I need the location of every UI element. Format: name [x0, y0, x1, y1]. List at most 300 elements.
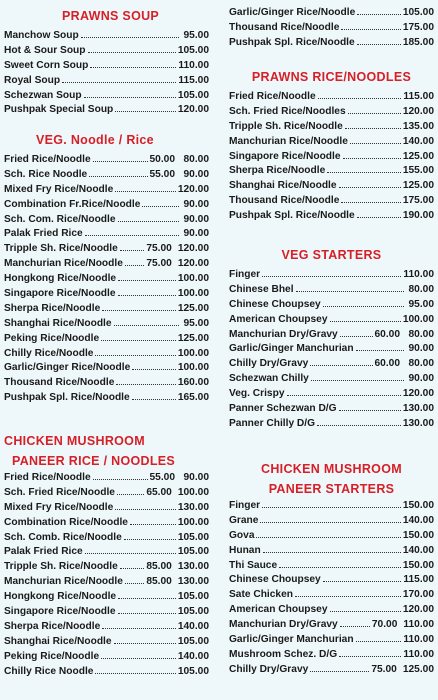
menu-item-name: Tripple Sh. Rice/Noodle: [229, 120, 343, 132]
menu-item-half-price: 60.00: [374, 328, 400, 340]
menu-item-price: 125.00: [402, 663, 434, 675]
menu-section-prawns-soup: [4, 6, 209, 118]
menu-item: [229, 313, 434, 328]
menu-item-price: 110.00: [403, 619, 434, 631]
menu-item: [4, 183, 209, 198]
menu-item-price: 130.00: [402, 403, 434, 415]
dot-leader: [348, 113, 401, 114]
dot-leader: [339, 410, 401, 411]
menu-item: [4, 486, 209, 501]
dot-leader: [118, 280, 176, 281]
menu-item-half-price: 60.00: [374, 358, 400, 370]
menu-item-price: 120.00: [402, 105, 434, 117]
menu-item: [4, 242, 209, 257]
menu-item: [229, 387, 434, 402]
menu-section-continued: [229, 6, 434, 51]
menu-item-name: Manchurian Rice/Noodle: [4, 576, 123, 588]
dot-leader: [118, 295, 176, 296]
dot-leader: [262, 276, 401, 277]
menu-item-price: 115.00: [403, 574, 434, 586]
menu-item-price: 120.00: [177, 258, 209, 270]
menu-item-name: Singapore Rice/Noodle: [229, 150, 341, 162]
menu-item: [229, 417, 434, 432]
dot-leader: [115, 509, 176, 510]
menu-item-price: 130.00: [177, 561, 209, 573]
menu-item: [4, 560, 209, 575]
menu-item: [229, 559, 434, 574]
menu-item-price: 100.00: [177, 273, 209, 285]
menu-item-list: [4, 153, 209, 406]
menu-item-price: 120.00: [402, 388, 434, 400]
menu-item-name: Schezwan Chilly: [229, 373, 309, 385]
menu-item-price: 120.00: [177, 104, 209, 116]
dot-leader: [341, 202, 400, 203]
dot-leader: [115, 191, 176, 192]
menu-item-name: Mushroom Schez. D/G: [229, 648, 338, 660]
menu-item-price: 190.00: [402, 210, 434, 222]
menu-item-name: Garlic/Ginger Manchurian: [229, 634, 354, 646]
menu-item: [229, 135, 434, 150]
menu-item-name: Panner Schezwan D/G: [229, 403, 337, 415]
dot-leader: [339, 656, 401, 657]
menu-item-price: 90.00: [183, 213, 209, 225]
menu-section-veg-noodle-rice: [4, 130, 209, 406]
menu-item-price: 125.00: [402, 150, 434, 162]
section-subheading: PANEER RICE / NOODLES: [12, 454, 176, 468]
menu-item-half-price: 70.00: [371, 619, 398, 631]
menu-item: [229, 90, 434, 105]
menu-item-price: 160.00: [177, 377, 209, 389]
dot-leader: [101, 340, 176, 341]
menu-item-name: Manchurian Dry/Gravy: [229, 328, 338, 340]
menu-item: [4, 391, 209, 406]
menu-item-price: 120.00: [177, 243, 209, 255]
menu-item-price: 105.00: [177, 635, 209, 647]
menu-item-price: 90.00: [183, 228, 209, 240]
menu-item: [229, 529, 434, 544]
menu-item-name: Royal Soup: [4, 74, 61, 86]
menu-item-price: 120.00: [177, 183, 209, 195]
menu-item-name: Fried Rice/Noodle: [229, 91, 316, 102]
menu-item-name: Sherpa Rice/Noodle: [4, 302, 101, 314]
menu-item-name: Chinese Bhel: [229, 283, 294, 295]
menu-item-price: 140.00: [177, 620, 209, 632]
menu-item: [4, 376, 209, 391]
menu-item: [4, 665, 209, 680]
menu-item-name: Peking Rice/Noodle: [4, 332, 100, 344]
menu-item-name: Sherpa Rice/Noodle: [229, 165, 326, 177]
dot-leader: [120, 250, 145, 251]
menu-item-price: 105.00: [402, 7, 434, 18]
dot-leader: [317, 425, 401, 426]
menu-item-price: 95.00: [408, 298, 434, 310]
dot-leader: [295, 596, 401, 597]
menu-item-name: Grane: [229, 514, 259, 526]
menu-item-price: 100.00: [177, 288, 209, 300]
menu-item-price: 165.00: [177, 392, 209, 404]
dot-leader: [350, 143, 401, 144]
dot-leader: [124, 539, 176, 540]
menu-item: [4, 575, 209, 590]
menu-item: [4, 227, 209, 242]
menu-item: [229, 105, 434, 120]
menu-item-name: Chilly Dry/Gravy: [229, 663, 309, 675]
menu-item: [229, 36, 434, 51]
dot-leader: [114, 325, 179, 326]
menu-item-price: 90.00: [408, 373, 434, 385]
dot-leader: [142, 206, 179, 207]
menu-item-price: 125.00: [402, 180, 434, 192]
menu-item-price: 80.00: [408, 358, 434, 370]
menu-item-name: Fried Rice/Noodle: [4, 472, 91, 483]
menu-item-price: 175.00: [402, 21, 434, 33]
menu-item: [229, 21, 434, 36]
menu-item: [229, 209, 434, 224]
menu-item: [229, 544, 434, 559]
dot-leader: [262, 507, 401, 508]
dot-leader: [115, 111, 176, 112]
dot-leader: [117, 494, 144, 495]
menu-item-name: Garlic/Ginger Manchurian: [229, 343, 354, 355]
dot-leader: [310, 365, 372, 366]
menu-item-half-price: 55.00: [149, 472, 175, 483]
dot-leader: [311, 380, 404, 381]
menu-item-price: 150.00: [402, 500, 434, 511]
menu-item: [4, 29, 209, 44]
menu-item-price: 100.00: [177, 516, 209, 528]
menu-item: [229, 648, 434, 663]
menu-item-price: 100.00: [177, 486, 209, 498]
menu-item-name: Pushpak Spl. Rice/Noodle: [229, 36, 355, 48]
menu-item: [4, 44, 209, 59]
dot-leader: [85, 235, 179, 236]
menu-item-name: Tripple Sh. Rice/Noodle: [4, 561, 118, 573]
menu-item-price: 125.00: [177, 302, 209, 314]
menu-item: [229, 283, 434, 298]
menu-item-name: Palak Fried Rice: [4, 546, 83, 558]
menu-item: [4, 74, 209, 89]
menu-item-price: 185.00: [402, 36, 434, 48]
menu-item-half-price: 55.00: [149, 168, 175, 180]
menu-item-price: 105.00: [177, 89, 209, 101]
menu-item: [229, 120, 434, 135]
dot-leader: [81, 37, 179, 38]
menu-item: [4, 272, 209, 287]
dot-leader: [88, 52, 176, 53]
menu-item-name: Hongkong Rice/Noodle: [4, 273, 117, 285]
dot-leader: [130, 524, 176, 525]
menu-item-half-price: 85.00: [146, 561, 172, 573]
menu-item-name: Sch. Comb. Rice/Noodle: [4, 531, 122, 543]
menu-item: [4, 650, 209, 665]
menu-item: [4, 257, 209, 272]
menu-item-name: Singapore Rice/Noodle: [4, 606, 116, 618]
menu-item-price: 80.00: [408, 283, 434, 295]
menu-item: [229, 588, 434, 603]
menu-section-prawns-rice-noodles: [229, 67, 434, 224]
menu-item: [229, 298, 434, 313]
dot-leader: [132, 369, 176, 370]
menu-item-name: Thousand Rice/Noodle: [229, 21, 340, 33]
menu-item: [4, 531, 209, 546]
menu-item-name: Pushpak Spl. Rice/Noodle: [229, 210, 355, 222]
dot-leader: [339, 187, 401, 188]
section-heading: CHICKEN MUSHROOM: [4, 434, 145, 448]
menu-item-name: American Choupsey: [229, 604, 328, 616]
menu-item: [4, 347, 209, 362]
menu-item-price: 150.00: [402, 529, 434, 541]
menu-item-list: [229, 268, 434, 432]
menu-section-chicken-mushroom: [229, 459, 434, 678]
dot-leader: [101, 658, 176, 659]
menu-item-name: Manchurian Rice/Noodle: [4, 258, 123, 270]
menu-item-price: 125.00: [177, 332, 209, 344]
dot-leader: [120, 568, 145, 569]
menu-item-name: Gova: [229, 529, 255, 541]
dot-leader: [102, 310, 176, 311]
dot-leader: [93, 479, 148, 480]
section-heading: CHICKEN MUSHROOM: [261, 462, 402, 476]
dot-leader: [95, 355, 175, 356]
menu-item-name: Chinese Choupsey: [229, 574, 321, 586]
dot-leader: [327, 172, 401, 173]
menu-item: [4, 302, 209, 317]
menu-item-name: Thi Sauce: [229, 559, 278, 571]
dot-leader: [118, 598, 176, 599]
dot-leader: [260, 522, 400, 523]
menu-item-name: Tripple Sh. Rice/Noodle: [4, 243, 118, 255]
menu-item-name: Manchurian Rice/Noodle: [229, 135, 348, 147]
menu-item: [229, 357, 434, 372]
menu-item-name: Manchurian Dry/Gravy: [229, 619, 338, 631]
menu-item: [229, 618, 434, 633]
menu-item-price: 100.00: [402, 313, 434, 325]
menu-item: [4, 153, 209, 168]
dot-leader: [132, 399, 176, 400]
menu-item-half-price: 85.00: [146, 576, 172, 588]
dot-leader: [310, 671, 369, 672]
menu-item: [4, 287, 209, 302]
menu-item-price: 80.00: [183, 154, 209, 165]
menu-item-price: 105.00: [177, 546, 209, 558]
menu-item-price: 95.00: [183, 317, 209, 329]
section-heading: PRAWNS RICE/NOODLES: [251, 70, 412, 84]
dot-leader: [287, 395, 401, 396]
menu-item-name: Pushpak Spl. Rice/Noodle: [4, 392, 130, 404]
dot-leader: [318, 98, 402, 99]
menu-item-price: 115.00: [403, 91, 434, 102]
section-heading: PRAWNS SOUP: [62, 9, 160, 23]
menu-item-name: Sate Chicken: [229, 589, 293, 601]
menu-item-price: 130.00: [402, 417, 434, 429]
menu-item-name: Schezwan Soup: [4, 89, 82, 101]
menu-item-price: 100.00: [177, 347, 209, 359]
menu-item-half-price: 75.00: [146, 258, 172, 270]
menu-item-name: Combination Fr.Rice/Noodle: [4, 198, 141, 210]
menu-item-name: Combination Rice/Noodle: [4, 516, 128, 528]
dot-leader: [356, 641, 402, 642]
dot-leader: [263, 552, 401, 553]
menu-item-price: 130.00: [177, 501, 209, 513]
dot-leader: [340, 626, 370, 627]
menu-item-price: 90.00: [183, 168, 209, 180]
menu-item-name: Manchow Soup: [4, 30, 79, 41]
menu-item-name: Peking Rice/Noodle: [4, 650, 100, 662]
menu-item: [4, 168, 209, 183]
menu-item-name: Panner Chilly D/G: [229, 417, 316, 429]
menu-item: [4, 59, 209, 74]
menu-item-price: 80.00: [408, 328, 434, 340]
menu-item-name: Sch. Com. Rice/Noodle: [4, 213, 116, 225]
menu-item-name: Sch. Rice Noodle: [4, 168, 88, 180]
menu-item: [229, 6, 434, 21]
dot-leader: [93, 161, 148, 162]
menu-item: [4, 103, 209, 118]
dot-leader: [114, 643, 176, 644]
menu-item-price: 140.00: [177, 650, 209, 662]
menu-item: [229, 402, 434, 417]
menu-item: [229, 268, 434, 283]
menu-item-name: Sch. Fried Rice/Noodle: [4, 486, 115, 498]
menu-item-price: 150.00: [402, 559, 434, 571]
menu-item-list: [229, 6, 434, 51]
menu-item-name: American Choupsey: [229, 313, 328, 325]
dot-leader: [340, 336, 373, 337]
menu-item-half-price: 65.00: [146, 486, 172, 498]
menu-item: [4, 501, 209, 516]
menu-item-half-price: 75.00: [146, 243, 172, 255]
dot-leader: [330, 611, 401, 612]
menu-item: [4, 198, 209, 213]
dot-leader: [323, 581, 402, 582]
section-subheading: PANEER STARTERS: [268, 482, 395, 496]
dot-leader: [256, 537, 400, 538]
dot-leader: [357, 217, 401, 218]
menu-item: [229, 342, 434, 357]
menu-item: [229, 514, 434, 529]
menu-item-price: 110.00: [403, 269, 434, 280]
menu-item-price: 110.00: [403, 648, 434, 660]
menu-item: [229, 573, 434, 588]
dot-leader: [102, 628, 176, 629]
dot-leader: [125, 265, 144, 266]
menu-item-price: 170.00: [402, 589, 434, 601]
menu-item-name: Sherpa Rice/Noodle: [4, 620, 101, 632]
menu-item: [229, 603, 434, 618]
menu-item-name: Sch. Fried Rice/Noodles: [229, 105, 346, 117]
menu-item: [4, 213, 209, 228]
dot-leader: [62, 82, 176, 83]
menu-item-price: 105.00: [177, 531, 209, 543]
dot-leader: [296, 291, 404, 292]
menu-item-name: Veg. Crispy: [229, 388, 285, 400]
menu-item-half-price: 75.00: [371, 663, 397, 675]
dot-leader: [345, 128, 401, 129]
dot-leader: [356, 350, 404, 351]
menu-item-price: 120.00: [402, 604, 434, 616]
menu-item-name: Hongkong Rice/Noodle: [4, 591, 117, 603]
menu-item: [4, 635, 209, 650]
menu-item-name: Thousand Rice/Noodle: [229, 195, 340, 207]
menu-item-list: [229, 499, 434, 678]
menu-item-name: Pushpak Special Soup: [4, 104, 114, 116]
menu-item-name: Garlic/Ginger Rice/Noodle: [4, 362, 131, 374]
menu-item: [4, 361, 209, 376]
menu-item-name: Shanghai Rice/Noodle: [4, 317, 112, 329]
menu-item-price: 100.00: [177, 362, 209, 374]
dot-leader: [85, 553, 176, 554]
menu-item: [229, 499, 434, 514]
section-heading: VEG. Noodle / Rice: [36, 133, 154, 147]
menu-item: [4, 605, 209, 620]
menu-item: [4, 317, 209, 332]
menu-item-name: Finger: [229, 269, 261, 280]
menu-item: [229, 150, 434, 165]
menu-section-veg-starters: [229, 245, 434, 432]
menu-item-name: Chilly Dry/Gravy: [229, 358, 309, 370]
menu-item: [229, 179, 434, 194]
menu-item-half-price: 50.00: [149, 154, 175, 165]
dot-leader: [341, 29, 400, 30]
menu-item-name: Fried Rice/Noodle: [4, 154, 91, 165]
section-heading: VEG STARTERS: [281, 248, 382, 262]
menu-item-name: Chilly Rice Noodle: [4, 665, 94, 677]
menu-item-list: [229, 90, 434, 224]
menu-item: [229, 328, 434, 343]
menu-item: [229, 194, 434, 209]
menu-item: [229, 372, 434, 387]
menu-item-price: 105.00: [177, 591, 209, 603]
dot-leader: [279, 567, 401, 568]
menu-item-price: 140.00: [402, 514, 434, 526]
dot-leader: [330, 321, 401, 322]
menu-item-price: 140.00: [402, 544, 434, 556]
menu-item-list: [4, 29, 209, 118]
menu-item-price: 130.00: [177, 576, 209, 588]
menu-item-name: Shanghai Rice/Noodle: [229, 180, 337, 192]
menu-item: [229, 663, 434, 678]
dot-leader: [357, 44, 401, 45]
menu-item-price: 90.00: [183, 198, 209, 210]
menu-item: [4, 620, 209, 635]
menu-item-name: Garlic/Ginger Rice/Noodle: [229, 7, 356, 18]
dot-leader: [84, 97, 176, 98]
menu-item-name: Hot & Sour Soup: [4, 44, 86, 56]
dot-leader: [95, 673, 175, 674]
menu-item-price: 135.00: [402, 120, 434, 132]
menu-item-name: Sweet Corn Soup: [4, 59, 89, 71]
menu-item: [4, 545, 209, 560]
menu-item-name: Finger: [229, 500, 261, 511]
menu-item-list: [4, 471, 209, 679]
menu-item-name: Mixed Fry Rice/Noodle: [4, 183, 114, 195]
menu-item: [4, 89, 209, 104]
menu-item: [229, 164, 434, 179]
menu-item-name: Hunan: [229, 544, 261, 556]
dot-leader: [118, 221, 179, 222]
menu-item: [4, 332, 209, 347]
dot-leader: [90, 67, 176, 68]
menu-item-price: 95.00: [183, 30, 209, 41]
menu-item-price: 105.00: [177, 665, 209, 677]
menu-item-price: 90.00: [408, 343, 434, 355]
dot-leader: [343, 158, 401, 159]
menu-item-name: Shanghai Rice/Noodle: [4, 635, 112, 647]
menu-item-price: 110.00: [403, 634, 434, 646]
dot-leader: [357, 14, 401, 15]
menu-section-chicken-mushroom: [4, 431, 209, 679]
menu-item: [4, 471, 209, 486]
